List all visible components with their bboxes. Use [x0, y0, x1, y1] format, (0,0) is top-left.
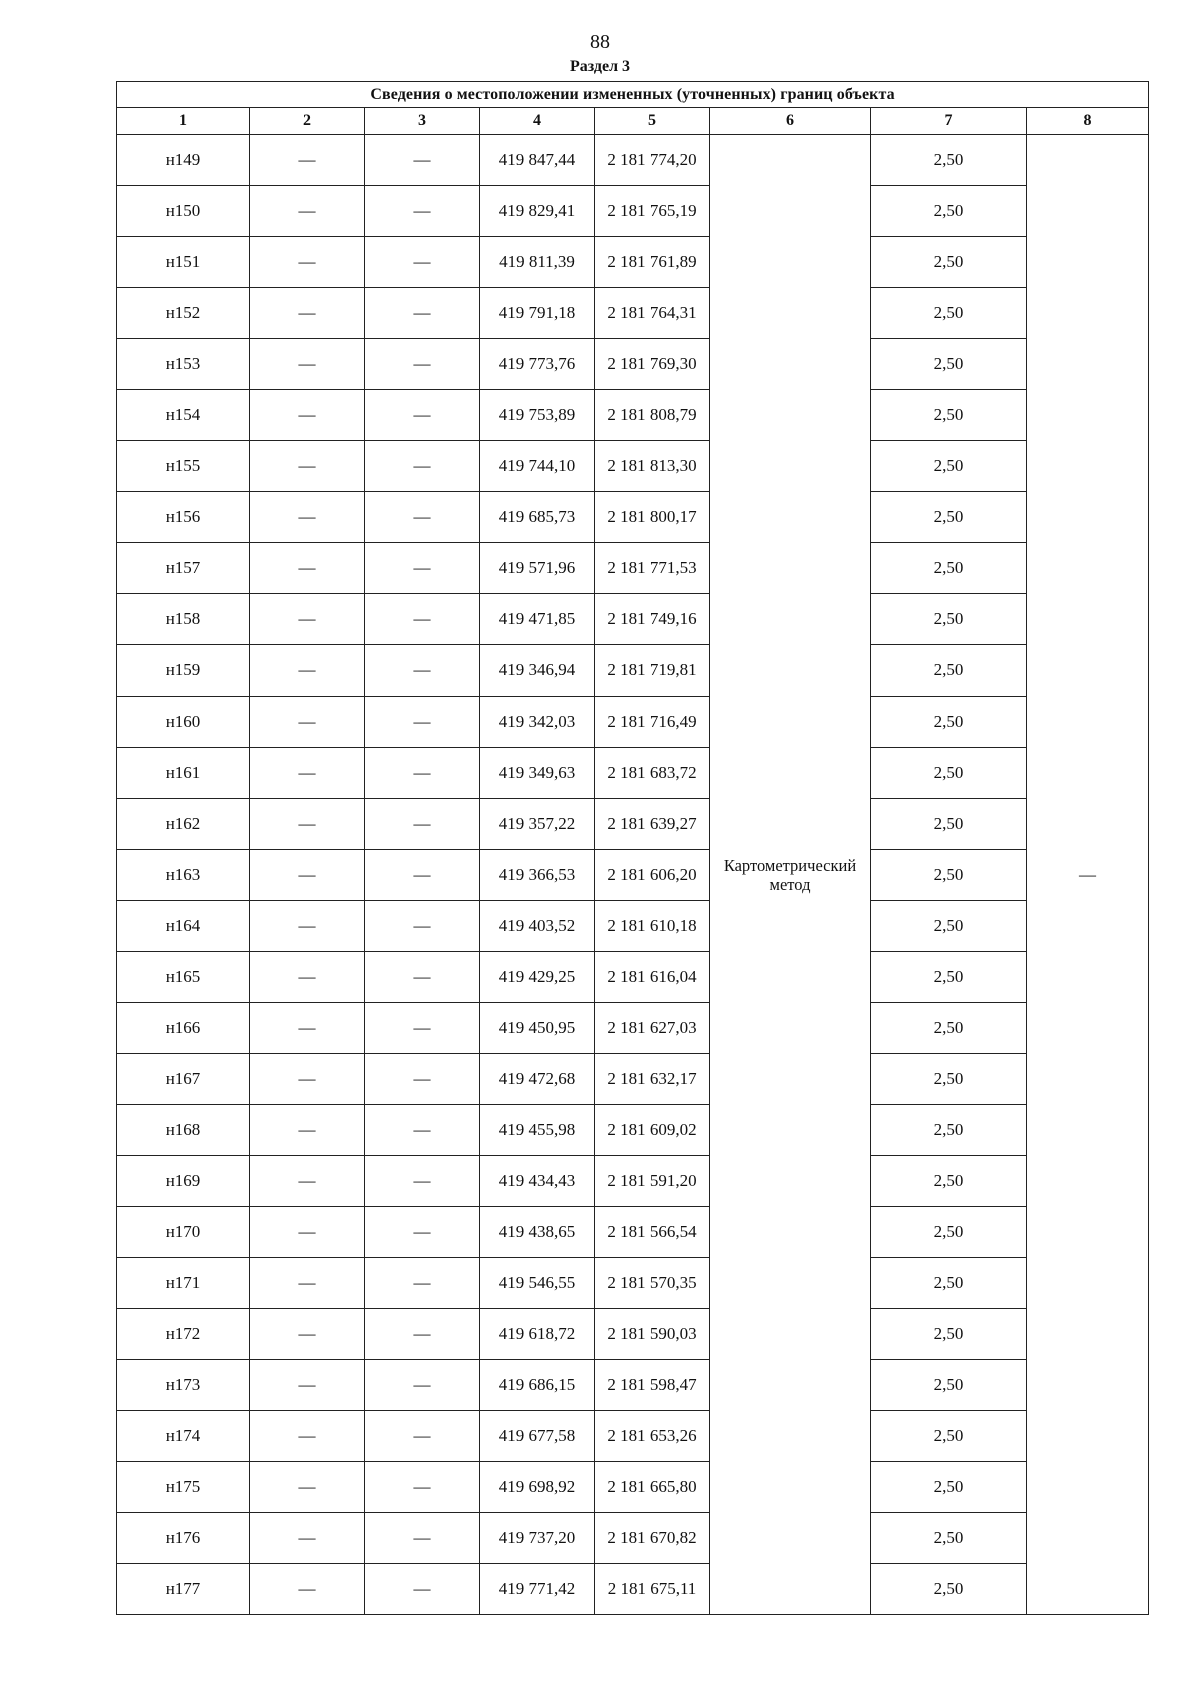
precision-cell: 2,50: [871, 1206, 1027, 1257]
column-number-header: 4: [480, 108, 595, 135]
column2-cell: —: [250, 951, 365, 1002]
point-name-cell: н169: [117, 1155, 250, 1206]
precision-cell: 2,50: [871, 543, 1027, 594]
page-number: 88: [590, 31, 610, 53]
table-row: [117, 1002, 1149, 1053]
y-coordinate-cell: 2 181 639,27: [595, 798, 710, 849]
precision-cell: 2,50: [871, 186, 1027, 237]
table-row: [117, 645, 1149, 696]
point-name-cell: н152: [117, 288, 250, 339]
y-coordinate-cell: 2 181 765,19: [595, 186, 710, 237]
precision-cell: 2,50: [871, 696, 1027, 747]
column3-cell: —: [365, 1258, 480, 1309]
point-name-cell: н168: [117, 1104, 250, 1155]
table-row: [117, 1053, 1149, 1104]
table-row: [117, 798, 1149, 849]
column2-cell: —: [250, 1462, 365, 1513]
x-coordinate-cell: 419 773,76: [480, 339, 595, 390]
column2-cell: —: [250, 1513, 365, 1564]
table-row: [117, 1258, 1149, 1309]
point-name-cell: н164: [117, 900, 250, 951]
precision-cell: 2,50: [871, 1053, 1027, 1104]
y-coordinate-cell: 2 181 716,49: [595, 696, 710, 747]
point-name-cell: н167: [117, 1053, 250, 1104]
x-coordinate-cell: 419 829,41: [480, 186, 595, 237]
precision-cell: 2,50: [871, 1309, 1027, 1360]
y-coordinate-cell: 2 181 632,17: [595, 1053, 710, 1104]
x-coordinate-cell: 419 546,55: [480, 1258, 595, 1309]
precision-cell: 2,50: [871, 390, 1027, 441]
precision-cell: 2,50: [871, 951, 1027, 1002]
precision-cell: 2,50: [871, 135, 1027, 186]
y-coordinate-cell: 2 181 761,89: [595, 237, 710, 288]
column3-cell: —: [365, 288, 480, 339]
y-coordinate-cell: 2 181 606,20: [595, 849, 710, 900]
x-coordinate-cell: 419 438,65: [480, 1206, 595, 1257]
column3-cell: —: [365, 135, 480, 186]
column2-cell: —: [250, 1155, 365, 1206]
y-coordinate-cell: 2 181 665,80: [595, 1462, 710, 1513]
column2-cell: —: [250, 1002, 365, 1053]
column2-cell: —: [250, 1309, 365, 1360]
x-coordinate-cell: 419 349,63: [480, 747, 595, 798]
x-coordinate-cell: 419 791,18: [480, 288, 595, 339]
column3-cell: —: [365, 1155, 480, 1206]
column3-cell: —: [365, 441, 480, 492]
column3-cell: —: [365, 186, 480, 237]
y-coordinate-cell: 2 181 570,35: [595, 1258, 710, 1309]
precision-cell: 2,50: [871, 441, 1027, 492]
column3-cell: —: [365, 1513, 480, 1564]
x-coordinate-cell: 419 618,72: [480, 1309, 595, 1360]
table-row: [117, 1411, 1149, 1462]
point-name-cell: н149: [117, 135, 250, 186]
point-name-cell: н172: [117, 1309, 250, 1360]
table-row: [117, 288, 1149, 339]
precision-cell: 2,50: [871, 237, 1027, 288]
precision-cell: 2,50: [871, 1155, 1027, 1206]
section-title: Раздел 3: [569, 58, 631, 75]
column2-cell: —: [250, 1053, 365, 1104]
table-row: [117, 1155, 1149, 1206]
column3-cell: —: [365, 492, 480, 543]
column2-cell: —: [250, 135, 365, 186]
column2-cell: —: [250, 1564, 365, 1615]
table-row: [117, 900, 1149, 951]
column2-cell: —: [250, 1258, 365, 1309]
y-coordinate-cell: 2 181 566,54: [595, 1206, 710, 1257]
column2-cell: —: [250, 798, 365, 849]
y-coordinate-cell: 2 181 616,04: [595, 951, 710, 1002]
y-coordinate-cell: 2 181 764,31: [595, 288, 710, 339]
y-coordinate-cell: 2 181 675,11: [595, 1564, 710, 1615]
column8-cell: —: [1027, 135, 1149, 1615]
column-number-header: 3: [365, 108, 480, 135]
column3-cell: —: [365, 1104, 480, 1155]
column2-cell: —: [250, 849, 365, 900]
x-coordinate-cell: 419 357,22: [480, 798, 595, 849]
precision-cell: 2,50: [871, 492, 1027, 543]
column3-cell: —: [365, 1309, 480, 1360]
column2-cell: —: [250, 594, 365, 645]
column2-cell: —: [250, 237, 365, 288]
column2-cell: —: [250, 390, 365, 441]
column2-cell: —: [250, 543, 365, 594]
point-name-cell: н151: [117, 237, 250, 288]
x-coordinate-cell: 419 342,03: [480, 696, 595, 747]
table-row: [117, 1360, 1149, 1411]
point-name-cell: н160: [117, 696, 250, 747]
precision-cell: 2,50: [871, 1564, 1027, 1615]
x-coordinate-cell: 419 450,95: [480, 1002, 595, 1053]
point-name-cell: н177: [117, 1564, 250, 1615]
column2-cell: —: [250, 696, 365, 747]
x-coordinate-cell: 419 685,73: [480, 492, 595, 543]
precision-cell: 2,50: [871, 1002, 1027, 1053]
y-coordinate-cell: 2 181 590,03: [595, 1309, 710, 1360]
x-coordinate-cell: 419 744,10: [480, 441, 595, 492]
x-coordinate-cell: 419 847,44: [480, 135, 595, 186]
table-row: [117, 1513, 1149, 1564]
precision-cell: 2,50: [871, 594, 1027, 645]
table-row: [117, 594, 1149, 645]
x-coordinate-cell: 419 346,94: [480, 645, 595, 696]
table-row: [117, 339, 1149, 390]
column2-cell: —: [250, 492, 365, 543]
point-name-cell: н155: [117, 441, 250, 492]
table-body: [117, 135, 1149, 1615]
point-name-cell: н157: [117, 543, 250, 594]
column3-cell: —: [365, 849, 480, 900]
x-coordinate-cell: 419 698,92: [480, 1462, 595, 1513]
column3-cell: —: [365, 1360, 480, 1411]
precision-cell: 2,50: [871, 1104, 1027, 1155]
column2-cell: —: [250, 1360, 365, 1411]
column3-cell: —: [365, 1053, 480, 1104]
y-coordinate-cell: 2 181 670,82: [595, 1513, 710, 1564]
y-coordinate-cell: 2 181 683,72: [595, 747, 710, 798]
table-row: [117, 1104, 1149, 1155]
column3-cell: —: [365, 390, 480, 441]
y-coordinate-cell: 2 181 598,47: [595, 1360, 710, 1411]
point-name-cell: н158: [117, 594, 250, 645]
column-number-header: 1: [117, 108, 250, 135]
precision-cell: 2,50: [871, 798, 1027, 849]
column3-cell: —: [365, 1462, 480, 1513]
column3-cell: —: [365, 645, 480, 696]
column2-cell: —: [250, 1104, 365, 1155]
y-coordinate-cell: 2 181 769,30: [595, 339, 710, 390]
y-coordinate-cell: 2 181 609,02: [595, 1104, 710, 1155]
column3-cell: —: [365, 1206, 480, 1257]
column2-cell: —: [250, 441, 365, 492]
column-number-header: 2: [250, 108, 365, 135]
point-name-cell: н171: [117, 1258, 250, 1309]
x-coordinate-cell: 419 753,89: [480, 390, 595, 441]
precision-cell: 2,50: [871, 1513, 1027, 1564]
table-row: [117, 747, 1149, 798]
x-coordinate-cell: 419 403,52: [480, 900, 595, 951]
column3-cell: —: [365, 798, 480, 849]
table-row: [117, 951, 1149, 1002]
precision-cell: 2,50: [871, 288, 1027, 339]
y-coordinate-cell: 2 181 719,81: [595, 645, 710, 696]
x-coordinate-cell: 419 471,85: [480, 594, 595, 645]
point-name-cell: н165: [117, 951, 250, 1002]
column2-cell: —: [250, 339, 365, 390]
column2-cell: —: [250, 186, 365, 237]
column3-cell: —: [365, 951, 480, 1002]
column2-cell: —: [250, 288, 365, 339]
column3-cell: —: [365, 237, 480, 288]
y-coordinate-cell: 2 181 653,26: [595, 1411, 710, 1462]
column2-cell: —: [250, 1411, 365, 1462]
x-coordinate-cell: 419 686,15: [480, 1360, 595, 1411]
point-name-cell: н153: [117, 339, 250, 390]
table-row: [117, 1309, 1149, 1360]
point-name-cell: н176: [117, 1513, 250, 1564]
method-cell: Картометрический метод: [710, 135, 871, 1615]
precision-cell: 2,50: [871, 1258, 1027, 1309]
x-coordinate-cell: 419 677,58: [480, 1411, 595, 1462]
point-name-cell: н175: [117, 1462, 250, 1513]
x-coordinate-cell: 419 811,39: [480, 237, 595, 288]
column3-cell: —: [365, 543, 480, 594]
column3-cell: —: [365, 339, 480, 390]
x-coordinate-cell: 419 434,43: [480, 1155, 595, 1206]
column3-cell: —: [365, 1002, 480, 1053]
y-coordinate-cell: 2 181 808,79: [595, 390, 710, 441]
column3-cell: —: [365, 747, 480, 798]
table-row: [117, 390, 1149, 441]
y-coordinate-cell: 2 181 610,18: [595, 900, 710, 951]
table-row: [117, 441, 1149, 492]
precision-cell: 2,50: [871, 1462, 1027, 1513]
point-name-cell: н159: [117, 645, 250, 696]
column3-cell: —: [365, 900, 480, 951]
column-number-row: [117, 108, 1149, 135]
precision-cell: 2,50: [871, 900, 1027, 951]
precision-cell: 2,50: [871, 747, 1027, 798]
x-coordinate-cell: 419 366,53: [480, 849, 595, 900]
table-caption: Сведения о местоположении измененных (уточненных) границ объекта: [117, 82, 1149, 108]
column2-cell: —: [250, 645, 365, 696]
precision-cell: 2,50: [871, 1360, 1027, 1411]
table-row: [117, 849, 1149, 900]
table-row: [117, 696, 1149, 747]
column2-cell: —: [250, 900, 365, 951]
y-coordinate-cell: 2 181 774,20: [595, 135, 710, 186]
precision-cell: 2,50: [871, 339, 1027, 390]
x-coordinate-cell: 419 737,20: [480, 1513, 595, 1564]
table-row: [117, 492, 1149, 543]
precision-cell: 2,50: [871, 645, 1027, 696]
table-row: [117, 1206, 1149, 1257]
precision-cell: 2,50: [871, 849, 1027, 900]
y-coordinate-cell: 2 181 771,53: [595, 543, 710, 594]
column2-cell: —: [250, 1206, 365, 1257]
table-row: [117, 186, 1149, 237]
y-coordinate-cell: 2 181 813,30: [595, 441, 710, 492]
table-row: [117, 1462, 1149, 1513]
column-number-header: 7: [871, 108, 1027, 135]
table-row: [117, 135, 1149, 186]
column3-cell: —: [365, 1411, 480, 1462]
point-name-cell: н150: [117, 186, 250, 237]
y-coordinate-cell: 2 181 800,17: [595, 492, 710, 543]
point-name-cell: н166: [117, 1002, 250, 1053]
precision-cell: 2,50: [871, 1411, 1027, 1462]
point-name-cell: н156: [117, 492, 250, 543]
table-row: [117, 237, 1149, 288]
column-number-header: 8: [1027, 108, 1149, 135]
column3-cell: —: [365, 696, 480, 747]
table-row: [117, 543, 1149, 594]
x-coordinate-cell: 419 571,96: [480, 543, 595, 594]
point-name-cell: н162: [117, 798, 250, 849]
column2-cell: —: [250, 747, 365, 798]
point-name-cell: н154: [117, 390, 250, 441]
y-coordinate-cell: 2 181 627,03: [595, 1002, 710, 1053]
boundary-coordinates-table: [116, 81, 1149, 1615]
column-number-header: 6: [710, 108, 871, 135]
column-number-header: 5: [595, 108, 710, 135]
point-name-cell: н173: [117, 1360, 250, 1411]
point-name-cell: н163: [117, 849, 250, 900]
x-coordinate-cell: 419 472,68: [480, 1053, 595, 1104]
point-name-cell: н174: [117, 1411, 250, 1462]
x-coordinate-cell: 419 455,98: [480, 1104, 595, 1155]
point-name-cell: н170: [117, 1206, 250, 1257]
y-coordinate-cell: 2 181 749,16: [595, 594, 710, 645]
column3-cell: —: [365, 1564, 480, 1615]
table-row: [117, 1564, 1149, 1615]
point-name-cell: н161: [117, 747, 250, 798]
y-coordinate-cell: 2 181 591,20: [595, 1155, 710, 1206]
x-coordinate-cell: 419 429,25: [480, 951, 595, 1002]
x-coordinate-cell: 419 771,42: [480, 1564, 595, 1615]
column3-cell: —: [365, 594, 480, 645]
